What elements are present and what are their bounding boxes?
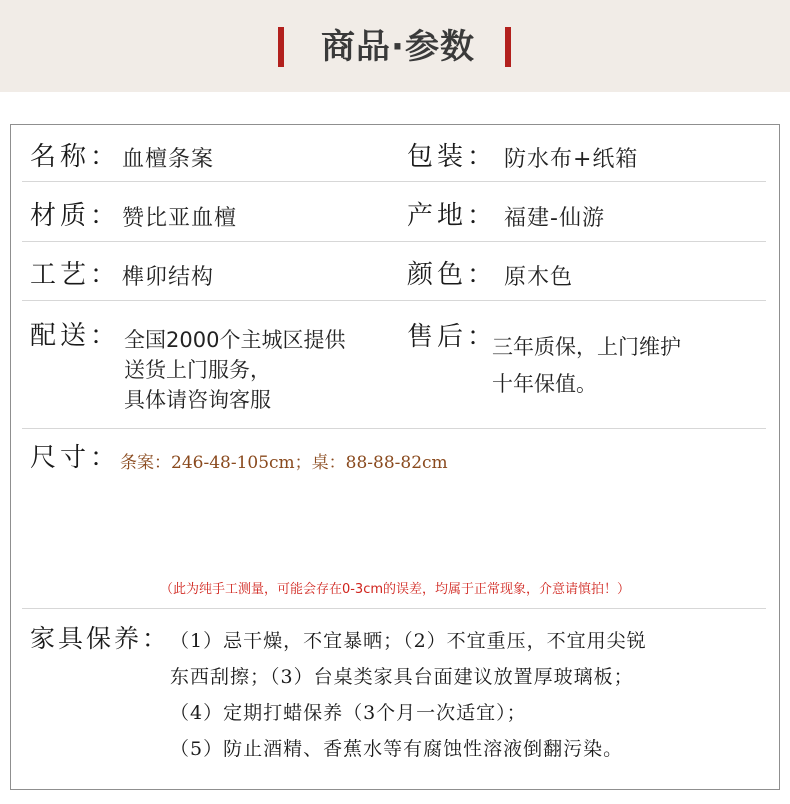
name-value: 血檀条案: [122, 147, 215, 172]
delivery-line: 送货上门服务，: [124, 358, 271, 382]
care-label: 家具保养：: [30, 624, 171, 653]
measurement-notice: （此为纯手工测量，可能会存在0-3cm的误差，均属于正常现象，介意请慎拍！）: [159, 582, 631, 597]
package-label: 包装：: [407, 142, 498, 172]
package-value: 防水布+纸箱: [504, 147, 639, 172]
delivery-line: 全国2000个主城区提供: [124, 328, 346, 352]
delivery-value: [124, 325, 345, 415]
care-instructions: [170, 623, 647, 767]
size-label: 尺寸：: [30, 443, 121, 473]
delivery-label: 配送：: [30, 321, 121, 351]
row-divider: [22, 608, 766, 609]
color-label: 颜色：: [407, 260, 498, 290]
section-header: [0, 0, 790, 92]
aftersale-line: 十年保值。: [492, 372, 597, 396]
name-label: 名称：: [30, 142, 121, 172]
care-line: 东西刮擦；（3）台桌类家具台面建议放置厚玻璃板；: [170, 666, 634, 688]
craft-label: 工艺：: [30, 260, 121, 290]
material-label: 材质：: [30, 201, 121, 231]
color-value: 原木色: [504, 265, 574, 290]
care-line: （1）忌干燥，不宜暴晒；（2）不宜重压，不宜用尖锐: [170, 630, 647, 652]
row-divider: [22, 241, 766, 242]
header-accent-bar-right: [505, 27, 511, 67]
delivery-line: 具体请咨询客服: [124, 388, 271, 412]
origin-value: 福建-仙游: [504, 206, 605, 231]
origin-label: 产地：: [407, 201, 498, 231]
header-accent-bar-left: [278, 27, 284, 67]
craft-value: 榫卯结构: [122, 265, 215, 290]
aftersale-label: 售后：: [407, 322, 498, 352]
material-value: 赞比亚血檀: [122, 206, 238, 231]
size-value: 条案：246-48-105cm；桌：88-88-82cm: [120, 453, 448, 473]
section-title: 商品·参数: [321, 27, 475, 67]
care-line: （5）防止酒精、香蕉水等有腐蚀性溶液倒翻污染。: [170, 738, 624, 760]
aftersale-line: 三年质保，上门维护: [492, 335, 681, 359]
care-line: （4）定期打蜡保养（3个月一次适宜）；: [170, 702, 527, 724]
row-divider: [22, 428, 766, 429]
row-divider: [22, 181, 766, 182]
row-divider: [22, 300, 766, 301]
aftersale-value: [492, 325, 681, 399]
